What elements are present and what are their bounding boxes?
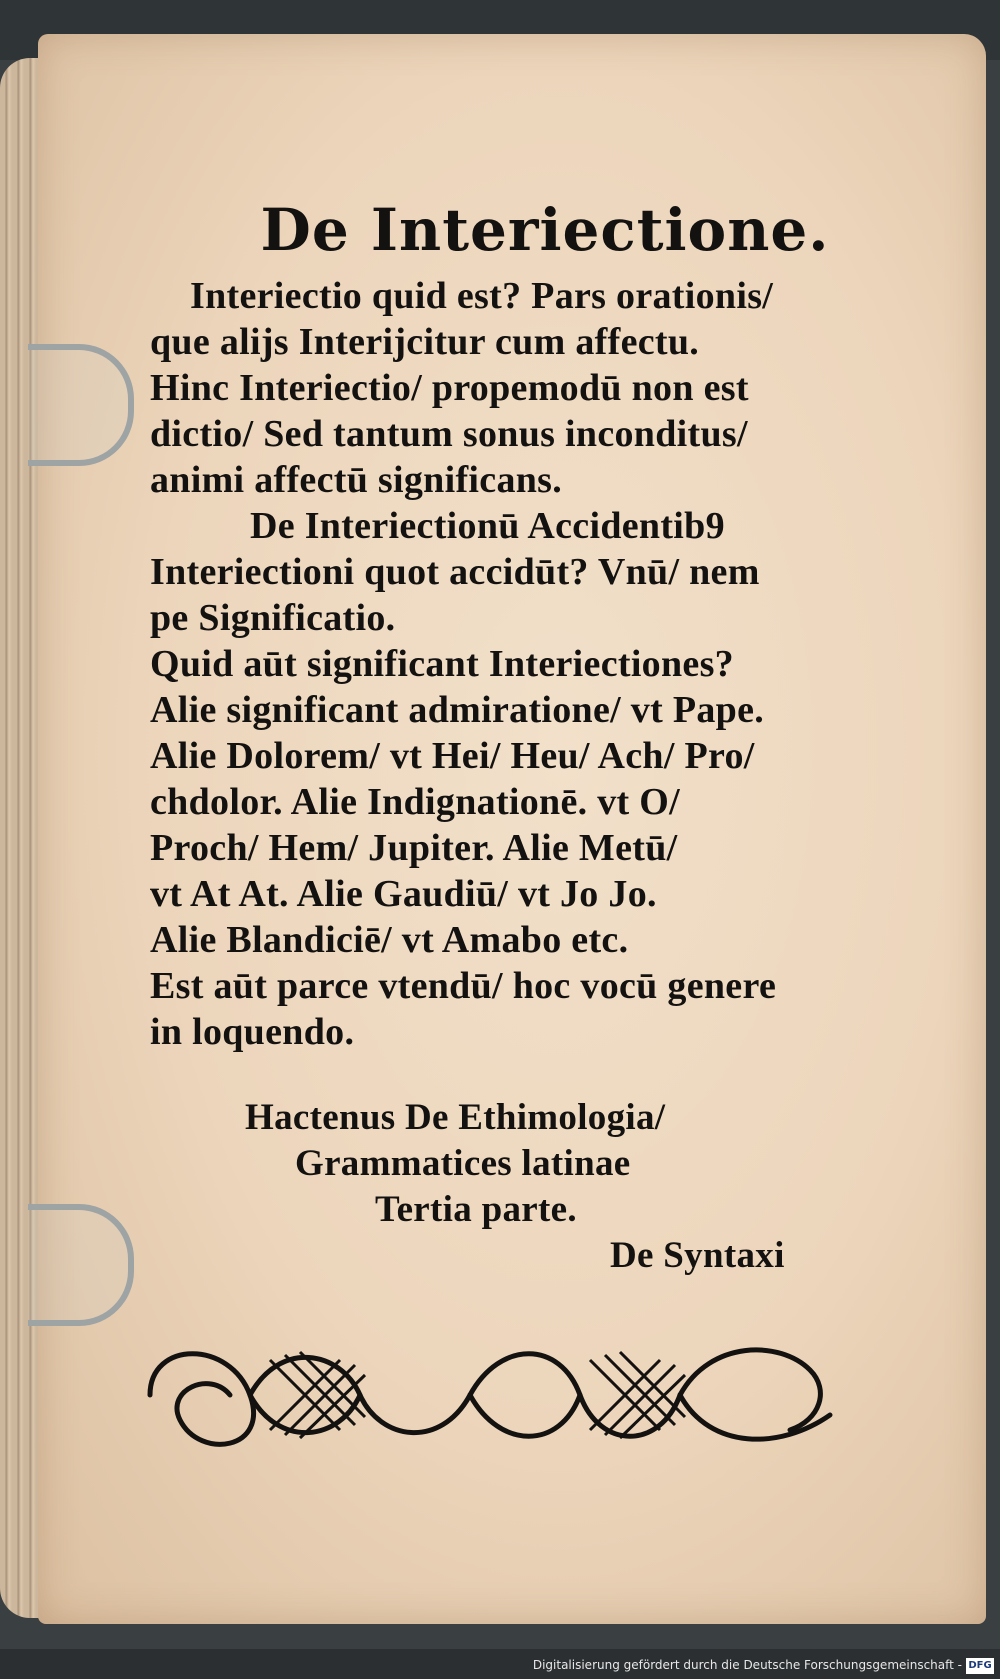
page-clip-icon bbox=[28, 1204, 134, 1326]
text-line: Alie Dolorem/ vt Hei/ Heu/ Ach/ Pro/ bbox=[150, 735, 755, 777]
chapter-title: De Interiectione. bbox=[260, 196, 830, 264]
text-line: vt At At. Alie Gaudiū/ vt Jo Jo. bbox=[150, 873, 657, 915]
text-line: Est aūt parce vtendū/ hoc vocū genere bbox=[150, 965, 777, 1007]
catchword: De Syntaxi bbox=[610, 1235, 785, 1276]
text-line: Proch/ Hem/ Jupiter. Alie Metū/ bbox=[150, 827, 678, 869]
page-text bbox=[150, 195, 910, 1279]
section-heading: De Interiectionū Accidentib9 bbox=[250, 505, 725, 547]
footer-bar bbox=[0, 1649, 1000, 1679]
text-line: Alie Blandiciē/ vt Amabo etc. bbox=[150, 919, 629, 961]
closing-line: Grammatices latinae bbox=[295, 1143, 631, 1184]
woodcut-ornament bbox=[140, 1320, 840, 1470]
text-line: dictio/ Sed tantum sonus inconditus/ bbox=[150, 413, 748, 455]
text-line: in loquendo. bbox=[150, 1011, 355, 1053]
text-line: chdolor. Alie Indignationē. vt O/ bbox=[150, 781, 681, 823]
closing-section bbox=[150, 1095, 910, 1279]
footer-credit: Digitalisierung gefördert durch die Deutsche Forschungsgemeinschaft - bbox=[532, 1658, 962, 1672]
text-line: Interiectioni quot accidūt? Vnū/ nem bbox=[150, 551, 760, 593]
closing-line: Hactenus De Ethimologia/ bbox=[245, 1097, 666, 1138]
text-line: Quid aūt significant Interiectiones? bbox=[150, 643, 734, 685]
text-line: que alijs Interijcitur cum affectu. bbox=[150, 321, 700, 363]
text-line: Alie significant admiratione/ vt Pape. bbox=[150, 689, 765, 731]
closing-line: Tertia parte. bbox=[375, 1189, 577, 1230]
page-clip-icon bbox=[28, 344, 134, 466]
text-line: animi affectū significans. bbox=[150, 459, 563, 501]
text-line: Hinc Interiectio/ propemodū non est bbox=[150, 367, 749, 409]
text-line: pe Significatio. bbox=[150, 597, 396, 639]
text-line: Interiectio quid est? Pars orationis/ bbox=[190, 275, 774, 317]
dfg-logo: DFG bbox=[966, 1658, 994, 1674]
